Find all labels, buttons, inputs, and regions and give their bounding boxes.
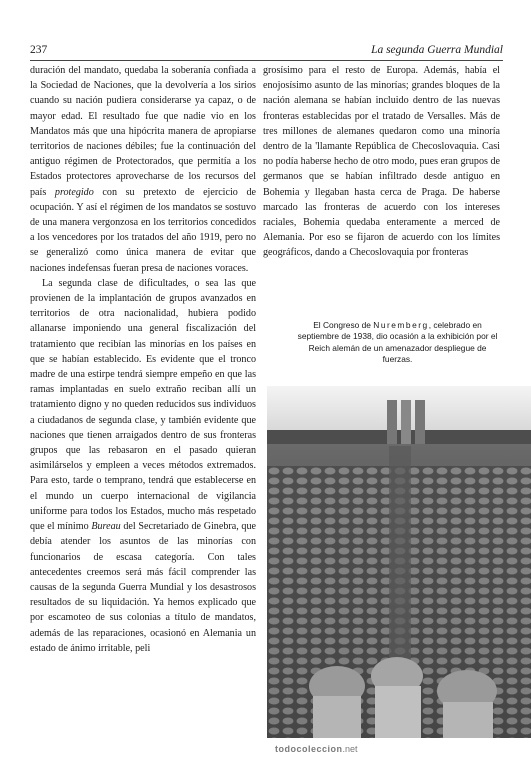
photo-caption: El Congreso de Nuremberg, celebrado en septiembre de 1938, dio ocasión a la exhibición por el Reich alemán de un amenazador despliegue de fuerzas. xyxy=(297,320,498,365)
paragraph: La segunda clase de dificultades, o sea las que provienen de la implantación de grupos avanzados en territorios de otra nacionalidad, hubiera podido allanarse imponiendo una general fiscalización del tratamiento que recibían las minorías en los países en que se habían establecido. Es evidente que el tronco madre de una estirpe tendrá siempre empeño en que las ramas implantadas en suelo extraño reciban allí un tratamiento digno y no queden reducidos sus individuos a ciudadanos de segunda clase, y también evidente que naciones que tienen arraigados dentro de sus fronteras grupos que las rebasaron en el pasado quieran asimilárselos y empleen a veces métodos extremados. Para esto, tarde o temprano, tendrá que establecerse en el mundo un cuerpo internacional de vigilancia uniforme para todos los Estados, mucho más respetado que el mínimo Bureau del Secretariado de Ginebra, que debía atender los asuntos de las minorías con funcionarios de escasa categoría. Con tales antecedentes creemos será más fácil comprender las causas de la segunda Guerra Mundial y los desastrosos resultados de su liquidación. Ya hemos explicado que por escamoteo de sus colonias a título de mandatos, además de las reparaciones, ocasionó en Alemania un estado de ánimo irritable, peli xyxy=(30,277,256,654)
right-column xyxy=(263,63,500,261)
rally-photo-icon xyxy=(267,386,531,738)
paragraph: duración del mandato, quedaba la soberanía confiada a la Sociedad de Naciones, que la devolvería a los sirios cuando su nación pudiera considerarse ya capaz, o de mayor edad. El resultado fue que nadie vio en los Mandatos más que una hipócrita manera de apropiarse territorios de naciones débiles; fue la continuación del antiguo régimen de Protectorados, que permitía a los Estados protectores aprovecharse de los recursos del país protegido con su pretexto de ejercicio de ocupación. Y así el régimen de los mandatos se sostuvo de una manera vergonzosa en los territorios concedidos a los vencedores por los tratados del año 1919, pero no se generalizó como única manera de evitar que naciones indefensas fueran presa de naciones voraces. xyxy=(30,65,256,274)
paragraph: grosísimo para el resto de Europa. Además, había el enojosísimo asunto de las minorías; grandes bloques de la nación alemana se habían incluido dentro de las nuevas fronteras establecidas por el tratado de Versalles. Más de tres millones de alemanes quedaron como una minoría dentro de la 'llamante República de Checoslovaquia. Casi no podía haberse hecho de otro modo, pues eran grupos de germanos que se habían infiltrado desde antiguo en Bohemia y llegaban hasta cerca de Praga. De haberse marcado las fronteras de acuerdo con los intereses raciales, Bohemia quedaba enteramente a merced de Alemania. Por eso se fijaron de acuerdo con los límites geográficos, dando a Checoslovaquia por fronteras xyxy=(263,65,500,259)
watermark: todocoleccion.net xyxy=(275,744,358,754)
rally-photo xyxy=(267,386,531,738)
left-column xyxy=(30,63,256,656)
header-rule xyxy=(30,60,503,61)
page-number: 237 xyxy=(30,44,48,56)
page-header xyxy=(30,44,503,60)
running-title: La segunda Guerra Mundial xyxy=(371,44,503,56)
